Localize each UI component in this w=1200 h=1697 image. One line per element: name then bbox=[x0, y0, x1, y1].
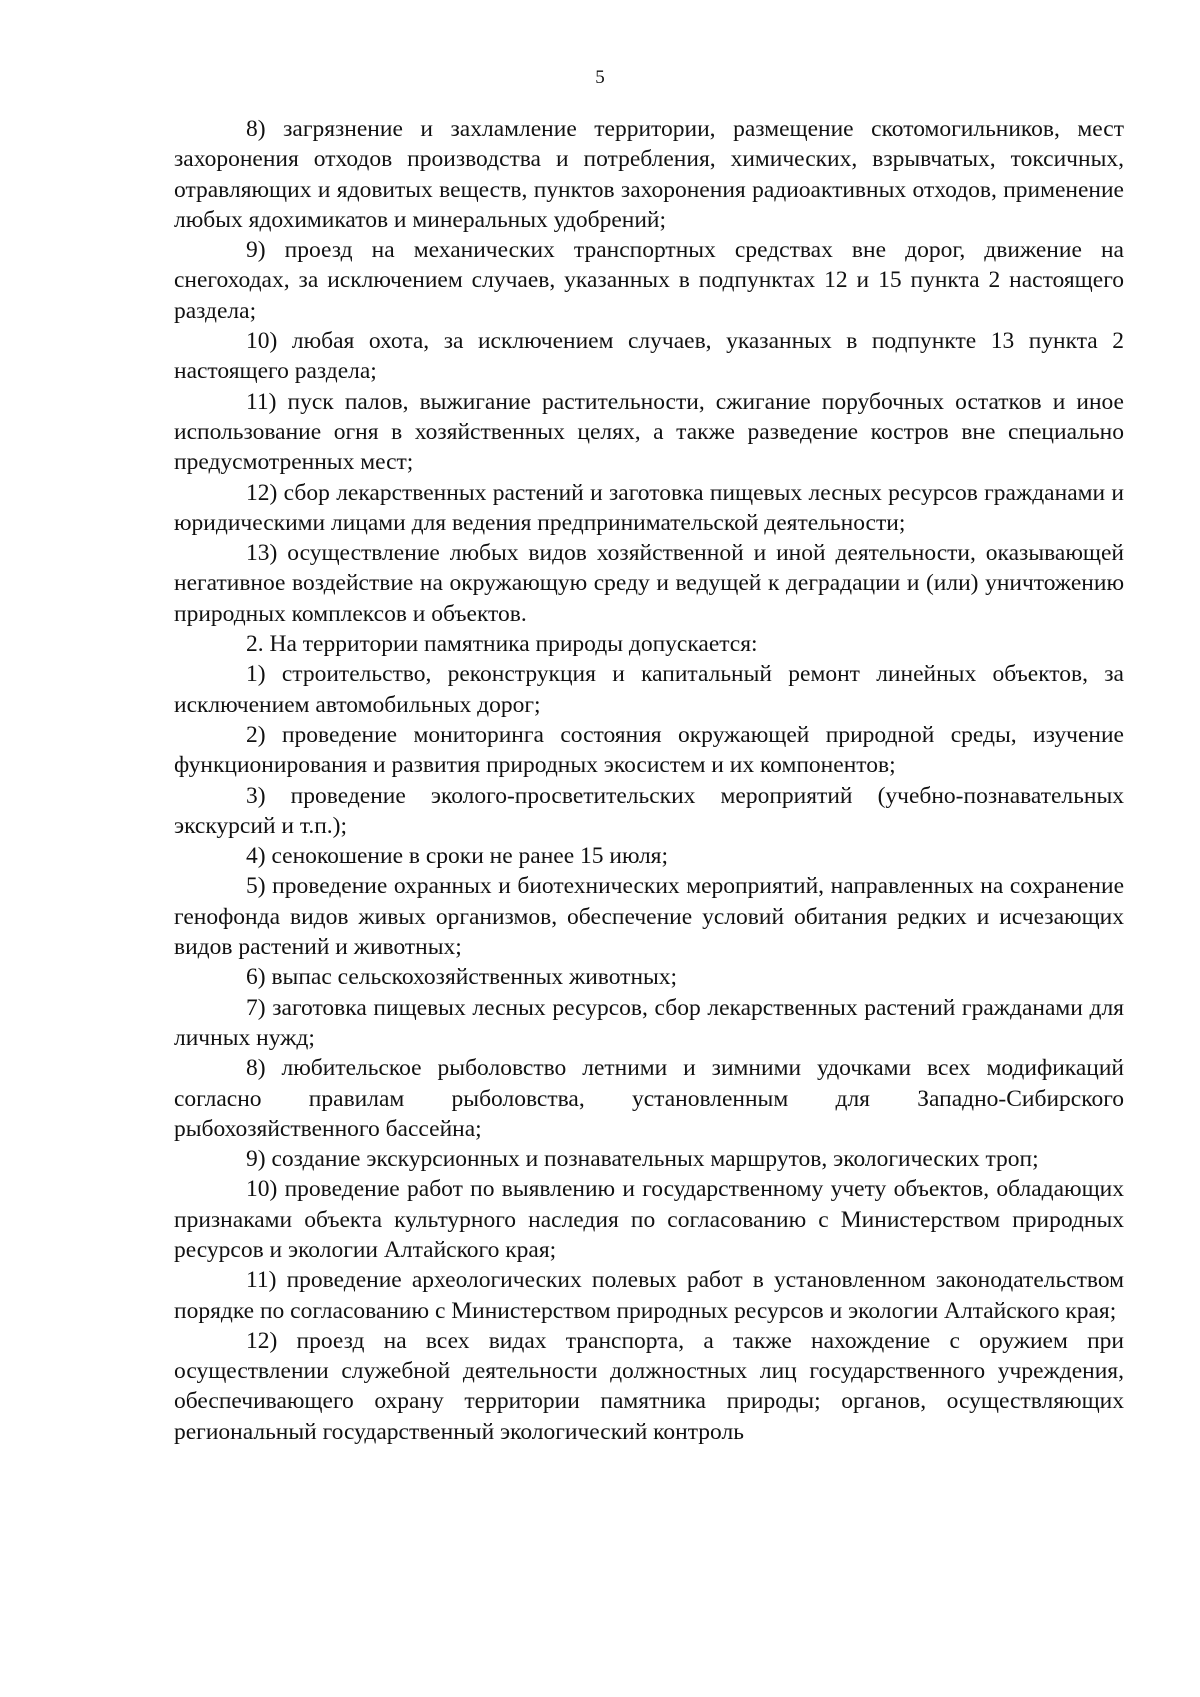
paragraph-prohibited-8: 8) загрязнение и захламление территории, размещение скотомогильников, мест захоронения отходов производства и потребления, химических, взрывчатых, токсичных, отравляющих и ядовитых веществ, пунктов захоронения радиоактивных отходов, применение любых ядохимикатов и минеральных удобрений; bbox=[174, 116, 1124, 233]
paragraph-prohibited-11: 11) пуск палов, выжигание растительности, сжигание порубочных остатков и иное использование огня в хозяйственных целях, а также разведение костров вне специально предусмотренных мест; bbox=[174, 388, 1124, 476]
paragraph-allowed-4: 4) сенокошение в сроки не ранее 15 июля; bbox=[246, 843, 669, 870]
paragraph-allowed-10: 10) проведение работ по выявлению и государственному учету объектов, обладающих признаками объекта культурного наследия по согласованию с Министерством природных ресурсов и экологии Алтайского края; bbox=[174, 1176, 1124, 1263]
paragraph-allowed-1: 1) строительство, реконструкция и капитальный ремонт линейных объектов, за исключением автомобильных дорог; bbox=[174, 661, 1124, 718]
paragraph-allowed-8: 8) любительское рыболовство летними и зимними удочками всех модификаций согласно правилам рыболовства, установленным для Западно-Сибирского рыбохозяйственного бассейна; bbox=[174, 1055, 1124, 1142]
paragraph-allowed-9: 9) создание экскурсионных и познавательных маршрутов, экологических троп; bbox=[246, 1146, 1039, 1173]
paragraph-allowed-6: 6) выпас сельскохозяйственных животных; bbox=[246, 964, 678, 991]
page-number: 5 bbox=[595, 67, 605, 88]
paragraph-allowed-7: 7) заготовка пищевых лесных ресурсов, сбор лекарственных растений гражданами для личных нужд; bbox=[174, 994, 1124, 1051]
paragraph-allowed-3: 3) проведение эколого-просветительских мероприятий (учебно-познавательных экскурсий и т.п.); bbox=[174, 782, 1124, 839]
document-body bbox=[174, 114, 1124, 1447]
paragraph-allowed-11: 11) проведение археологических полевых работ в установленном законодательством порядке по согласованию с Министерством природных ресурсов и экологии Алтайского края; bbox=[174, 1267, 1124, 1324]
paragraph-prohibited-12: 12) сбор лекарственных растений и заготовка пищевых лесных ресурсов гражданами и юридическими лицами для ведения предпринимательской деятельности; bbox=[174, 479, 1124, 536]
paragraph-allowed-5: 5) проведение охранных и биотехнических мероприятий, направленных на сохранение генофонда видов живых организмов, обеспечение условий обитания редких и исчезающих видов растений и животных; bbox=[174, 873, 1124, 961]
paragraph-prohibited-9: 9) проезд на механических транспортных средствах вне дорог, движение на снегоходах, за исключением случаев, указанных в подпунктах 12 и 15 пункта 2 настоящего раздела; bbox=[174, 237, 1124, 324]
paragraph-allowed-12: 12) проезд на всех видах транспорта, а также нахождение с оружием при осуществлении служебной деятельности должностных лиц государственного учреждения, обеспечивающего охрану территории памятника природы; органов, осуществляющих региональный государственный экологический контроль bbox=[174, 1327, 1124, 1445]
paragraph-prohibited-13: 13) осуществление любых видов хозяйственной и иной деятельности, оказывающей негативное воздействие на окружающую среду и ведущей к деградации и (или) уничтожению природных комплексов и объектов. bbox=[174, 540, 1124, 627]
paragraph-prohibited-10: 10) любая охота, за исключением случаев, указанных в подпункте 13 пункта 2 настоящего раздела; bbox=[174, 328, 1124, 385]
section-2-heading: 2. На территории памятника природы допускается: bbox=[246, 631, 758, 658]
paragraph-allowed-2: 2) проведение мониторинга состояния окружающей природной среды, изучение функционирования и развития природных экосистем и их компонентов; bbox=[174, 721, 1124, 779]
